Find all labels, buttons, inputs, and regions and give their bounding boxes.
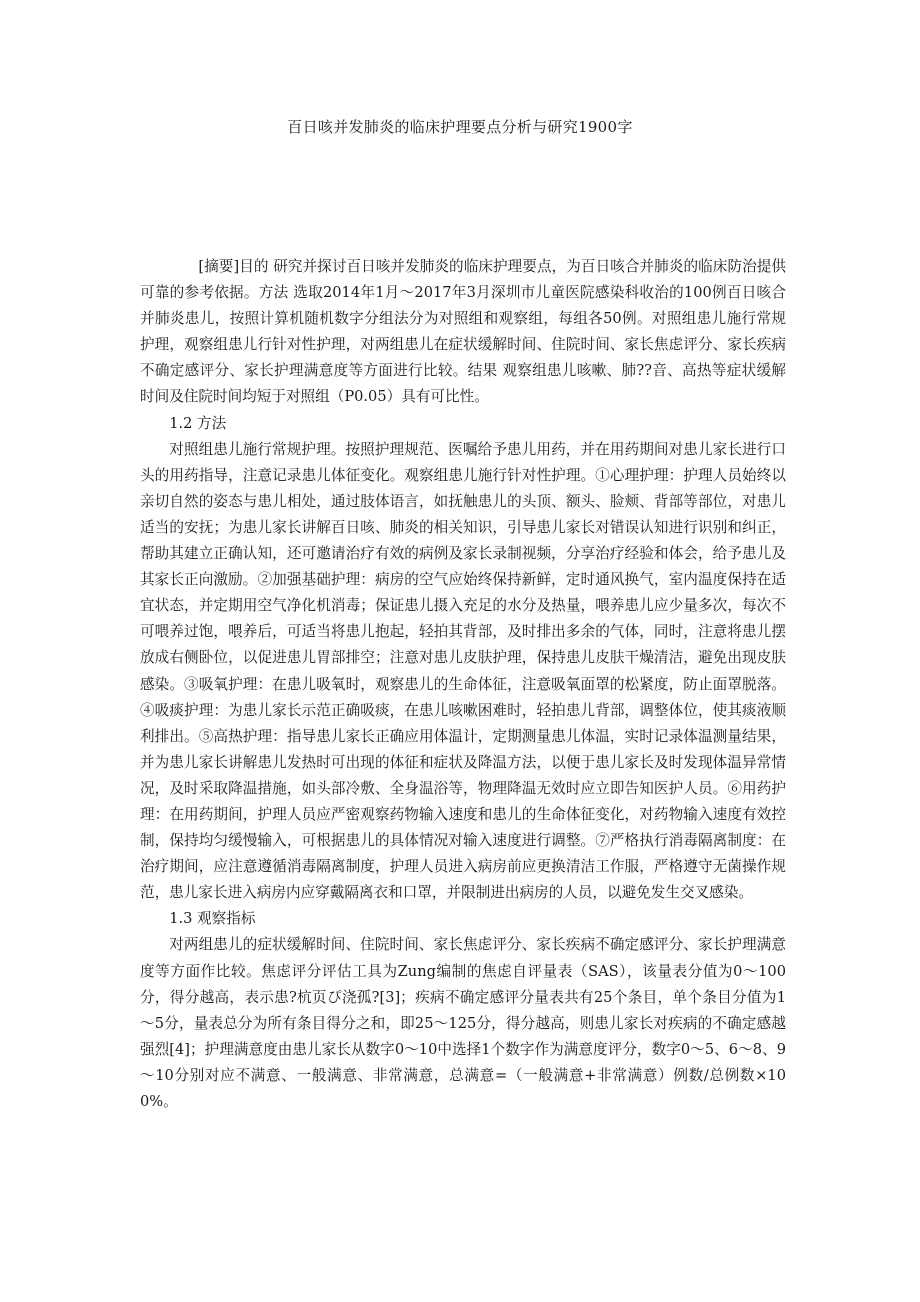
abstract-paragraph: [摘要]目的 研究并探讨百日咳并发肺炎的临床护理要点，为百日咳合并肺炎的临床防治提供可靠的参考依据。方法 选取2014年1月～2017年3月深圳市儿童医院感染科收治的100例百日咳合并肺炎患儿，按照计算机随机数字分组法分为对照组和观察组，每组各50例。对照组患儿施行常规护理，观察组患儿行针对性护理，对两组患儿在症状缓解时间、住院时间、家长焦虑评分、家长疾病不确定感评分、家长护理满意度等方面进行比较。结果 观察组患儿咳嗽、肺??音、高热等症状缓解时间及住院时间均短于对照组（P0.05）具有可比性。: [140, 258, 786, 406]
section-heading-indicators: 1.3 观察指标: [169, 910, 256, 928]
indicators-paragraph: 对两组患儿的症状缓解时间、住院时间、家长焦虑评分、家长疾病不确定感评分、家长护理满意度等方面作比较。焦虑评分评估工具为Zung编制的焦虑自评量表（SAS），该量表分值为0～100分，得分越高，表示患?杭页ぴ浇孤?[3]；疾病不确定感评分量表共有25个条目，单个条目分值为1～5分，量表总分为所有条目得分之和，即25～125分，得分越高，则患儿家长对疾病的不确定感越强烈[4]；护理满意度由患儿家长从数字0～10中选择1个数字作为满意度评分，数字0～5、6～8、9～10分别对应不满意、一般满意、非常满意，总满意=（一般满意+非常满意）例数/总例数×100%。: [140, 936, 786, 1110]
method-paragraph: 对照组患儿施行常规护理。按照护理规范、医嘱给予患儿用药，并在用药期间对患儿家长进行口头的用药指导，注意记录患儿体征变化。观察组患儿施行针对性护理。①心理护理：护理人员始终以亲切自然的姿态与患儿相处，通过肢体语言，如抚触患儿的头顶、额头、脸颊、背部等部位，对患儿适当的安抚；为患儿家长讲解百日咳、肺炎的相关知识，引导患儿家长对错误认知进行识别和纠正，帮助其建立正确认知，还可邀请治疗有效的病例及家长录制视频，分享治疗经验和体会，给予患儿及其家长正向激励。②加强基础护理：病房的空气应始终保持新鲜，定时通风换气，室内温度保持在适宜状态，并定期用空气净化机消毒；保证患儿摄入充足的水分及热量，喂养患儿应少量多次，每次不可喂养过饱，喂养后，可适当将患儿抱起，轻拍其背部，及时排出多余的气体，同时，注意将患儿摆放成右侧卧位，以促进患儿胃部排空；注意对患儿皮肤护理，保持患儿皮肤干燥清洁，避免出现皮肤感染。③吸氧护理：在患儿吸氧时，观察患儿的生命体征，注意吸氧面罩的松紧度，防止面罩脱落。④吸痰护理：为患儿家长示范正确吸痰，在患儿咳嗽困难时，轻拍患儿背部，调整体位，使其痰液顺利排出。⑤高热护理：指导患儿家长正确应用体温计，定期测量患儿体温，实时记录体温测量结果，并为患儿家长讲解患儿发热时可出现的体征和症状及降温方法，以便于患儿家长及时发现体温异常情况，及时采取降温措施，如头部冷敷、全身温浴等，物理降温无效时应立即告知医护人员。⑥用药护理：在用药期间，护理人员应严密观察药物输入速度和患儿的生命体征变化，对药物输入速度有效控制，保持均匀缓慢输入，可根据患儿的具体情况对输入速度进行调整。⑦严格执行消毒隔离制度：在治疗期间，应注意遵循消毒隔离制度，护理人员进入病房前应更换清洁工作服，严格遵守无菌操作规范，患儿家长进入病房内应穿戴隔离衣和口罩，并限制进出病房的人员，以避免发生交叉感染。: [140, 440, 786, 902]
section-heading-method: 1.2 方法: [169, 414, 227, 432]
document-title: 百日咳并发肺炎的临床护理要点分析与研究1900字: [287, 118, 633, 136]
document-body: [140, 254, 786, 1115]
